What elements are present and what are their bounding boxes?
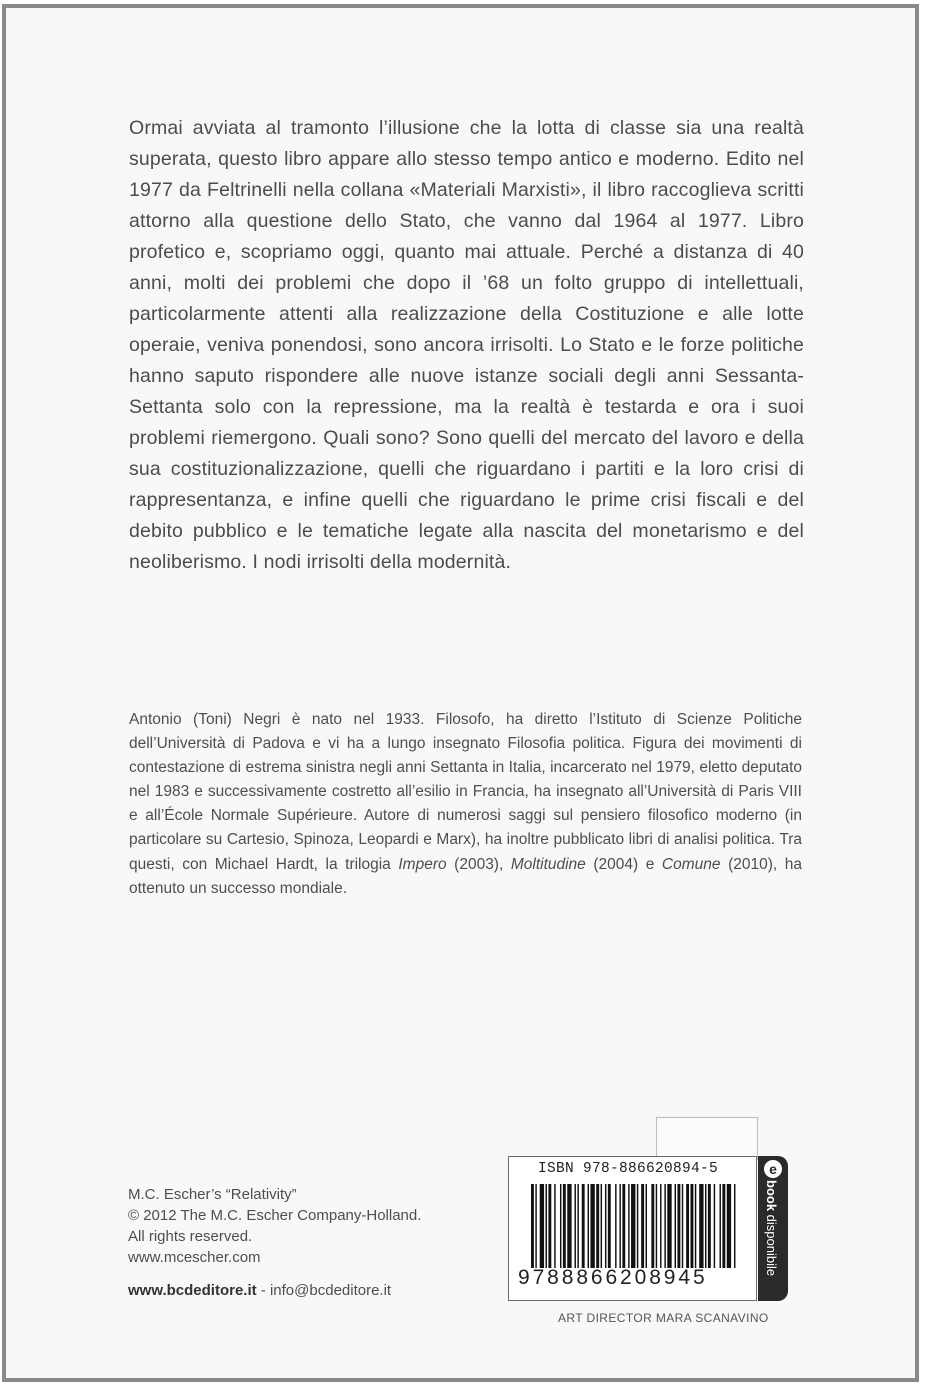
price-tab	[656, 1117, 758, 1160]
barcode-bar	[646, 1184, 647, 1268]
separator: -	[256, 1282, 270, 1299]
barcode-bar	[605, 1184, 606, 1268]
barcode-bar	[708, 1184, 711, 1268]
barcode-bar	[656, 1184, 657, 1268]
barcode-bar	[567, 1184, 571, 1268]
ebook-word: book	[764, 1180, 779, 1212]
ebook-badge	[758, 1156, 788, 1301]
barcode-bar	[695, 1184, 696, 1268]
barcode-bar	[720, 1184, 721, 1268]
barcode-bar	[596, 1184, 599, 1268]
book-title: Comune	[661, 855, 721, 873]
barcode-bar	[548, 1184, 551, 1268]
barcode-bar	[582, 1184, 585, 1268]
book-title: Impero	[398, 855, 447, 873]
barcode-bar	[651, 1184, 654, 1268]
barcode-bar	[714, 1184, 715, 1268]
bio-text: (2004) e	[585, 855, 662, 873]
credit-link[interactable]: www.mcescher.com	[128, 1249, 261, 1266]
barcode-bar	[563, 1184, 566, 1268]
blurb-paragraph: Ormai avviata al tramonto l’illusione che la lotta di classe sia una realtà superata, questo libro appare allo stesso tempo antico e moderno. Edito nel 1977 da Feltrinelli nella collana «Materiali Marxisti», il libro raccoglieva scritti attorno alla questione dello Stato, che vanno dal 1964 al 1977. Libro profetico e, scopriamo oggi, quanto mai attuale. Perché a distanza di 40 anni, molti dei problemi che dopo il ’68 un folto gruppo di intellettuali, particolarmente attenti alla realizzazione della Costituzione e alle lotte operaie, veniva ponendosi, sono ancora irrisolti. Lo Stato e le forze politiche hanno saputo rispondere alle nuove istanze sociali degli anni Sessanta-Settanta solo con la repressione, ma la realtà è testarda e ora i suoi problemi riemergono. Quali sono? Sono quelli del mercato del lavoro e della sua costituzionalizzazione, quelli che riguardano i partiti e la loro crisi di rappresentanza, e infine quelli che riguardano le prime crisi fiscali e del debito pubblico e le tematiche legate alla nascita del monetarismo e del neoliberismo. I nodi irrisolti della modernità.	[129, 117, 804, 573]
bio-text: (2003),	[446, 855, 511, 873]
barcode-bar	[540, 1184, 544, 1268]
barcode-bar	[554, 1184, 555, 1268]
barcode-bar	[588, 1184, 589, 1268]
ebook-caption: disponibile	[764, 1211, 779, 1277]
publisher-website[interactable]: www.bcdeditore.it	[128, 1282, 257, 1299]
barcode-bar	[727, 1184, 731, 1268]
barcode-bar	[641, 1184, 644, 1268]
isbn-label: ISBN 978-886620894-5	[538, 1161, 719, 1177]
barcode-bar	[622, 1184, 625, 1268]
bio-text: Antonio (Toni) Negri è nato nel 1933. Filosofo, ha diretto l’Istituto di Scienze Politiche dell’Università di Padova e vi ha a lungo insegnato Filosofia politica. Figura dei movimenti di contestazione di estrema sinistra negli anni Settanta in Italia, incarcerato nel 1979, eletto deputato nel 1983 e successivamente costretto all’esilio in Francia, ha insegnato all’Università di Paris VIII e all’École Normale Supérieure. Autore di numerosi saggi sul pensiero filosofico moderno (in particolare su Cartesio, Spinoza, Leopardi e Marx), ha inoltre pubblicato libri di analisi politica. Tra questi, con Michael Hardt, la trilogia	[129, 711, 802, 873]
barcode	[508, 1156, 757, 1301]
barcode-bar	[686, 1184, 689, 1268]
credit-line: M.C. Escher’s “Relativity”	[128, 1186, 297, 1203]
barcode-bar	[675, 1184, 676, 1268]
barcode-bar	[705, 1184, 706, 1268]
barcode-bar	[677, 1184, 680, 1268]
barcode-bar	[660, 1184, 661, 1268]
barcode-bar	[734, 1184, 735, 1268]
image-credits	[128, 1184, 421, 1268]
barcode-bar	[699, 1184, 703, 1268]
barcode-bar	[560, 1184, 561, 1268]
barcode-bar	[590, 1184, 594, 1268]
book-title: Moltitudine	[510, 855, 586, 873]
publisher-contacts	[128, 1282, 391, 1299]
ean-digits: 9788866208945	[518, 1266, 708, 1289]
barcode-bar	[531, 1184, 534, 1268]
bio-text: (2010), ha ottenuto un successo mondiale.	[129, 855, 802, 897]
ebook-icon: e	[764, 1160, 782, 1178]
barcode-bar	[546, 1184, 547, 1268]
barcode-bar	[628, 1184, 629, 1268]
barcode-bar	[619, 1184, 620, 1268]
barcode-bar	[722, 1184, 725, 1268]
barcode-bar	[615, 1184, 616, 1268]
art-director-credit: ART DIRECTOR MARA SCANAVINO	[558, 1311, 769, 1325]
barcode-bar	[608, 1184, 611, 1268]
credit-line: © 2012 The M.C. Escher Company-Holland.	[128, 1207, 422, 1224]
barcode-bar	[682, 1184, 683, 1268]
publisher-email[interactable]: info@bcdeditore.it	[269, 1282, 392, 1299]
barcode-bar	[637, 1184, 638, 1268]
barcode-bar	[577, 1184, 578, 1268]
ebook-label	[764, 1180, 779, 1276]
barcode-bar	[667, 1184, 671, 1268]
barcode-bar	[664, 1184, 665, 1268]
barcode-bar	[575, 1184, 576, 1268]
author-bio	[129, 708, 802, 901]
barcode-bar	[691, 1184, 694, 1268]
credit-line: All rights reserved.	[128, 1228, 253, 1245]
barcode-bar	[601, 1184, 602, 1268]
barcode-bar	[631, 1184, 635, 1268]
barcode-bar	[535, 1184, 536, 1268]
